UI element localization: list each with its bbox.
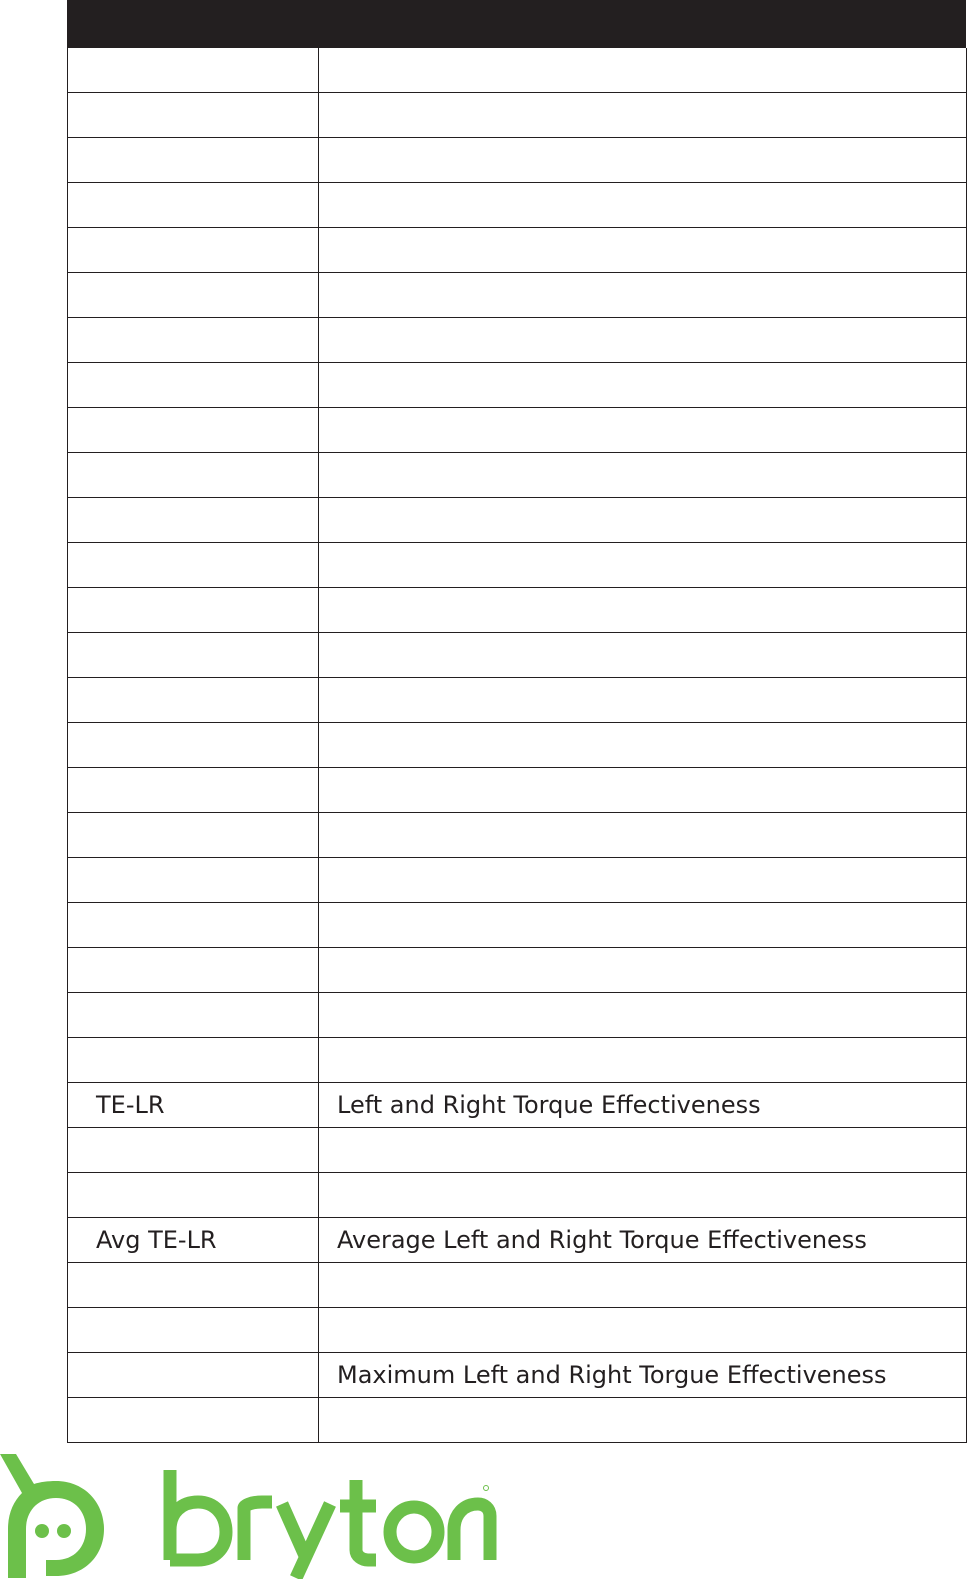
field-name-cell bbox=[68, 453, 319, 498]
table-row bbox=[68, 1128, 967, 1173]
field-description-cell bbox=[319, 183, 967, 228]
field-description-cell: Average Left and Right Torque Effectiveness bbox=[319, 1218, 967, 1263]
bryton-speech-bubble-icon bbox=[0, 1454, 104, 1578]
table-row bbox=[68, 1398, 967, 1443]
field-name-cell bbox=[68, 633, 319, 678]
table-row bbox=[68, 1173, 967, 1218]
table-row bbox=[68, 138, 967, 183]
table-row bbox=[68, 273, 967, 318]
registered-mark-icon bbox=[484, 1486, 489, 1491]
table-row bbox=[68, 498, 967, 543]
table-row bbox=[68, 408, 967, 453]
table-row bbox=[68, 858, 967, 903]
field-name-cell bbox=[68, 813, 319, 858]
bryton-wordmark bbox=[170, 1470, 490, 1578]
field-description-cell: Left and Right Torque Effectiveness bbox=[319, 1083, 967, 1128]
table-row bbox=[68, 813, 967, 858]
field-name-cell bbox=[68, 273, 319, 318]
field-name-cell bbox=[68, 1398, 319, 1443]
field-description-cell bbox=[319, 993, 967, 1038]
table-body bbox=[68, 48, 967, 1443]
field-name-cell bbox=[68, 588, 319, 633]
field-description-cell bbox=[319, 678, 967, 723]
table-row bbox=[68, 1218, 967, 1263]
field-name-cell bbox=[68, 678, 319, 723]
field-description-cell bbox=[319, 453, 967, 498]
table-row bbox=[68, 678, 967, 723]
field-description-cell: Maximum Left and Right Torgue Effectiveness bbox=[319, 1353, 967, 1398]
field-name-cell bbox=[68, 1353, 319, 1398]
table-row bbox=[68, 1353, 967, 1398]
field-name-cell bbox=[68, 138, 319, 183]
field-name-cell bbox=[68, 408, 319, 453]
field-description-cell bbox=[319, 858, 967, 903]
field-name-cell bbox=[68, 363, 319, 408]
field-name-cell bbox=[68, 1128, 319, 1173]
table-row bbox=[68, 993, 967, 1038]
field-description-cell bbox=[319, 1038, 967, 1083]
table-row bbox=[68, 768, 967, 813]
field-description-cell bbox=[319, 273, 967, 318]
field-description-cell bbox=[319, 1173, 967, 1218]
field-name-cell bbox=[68, 858, 319, 903]
field-description-cell bbox=[319, 363, 967, 408]
field-description-cell bbox=[319, 1263, 967, 1308]
field-description-cell bbox=[319, 48, 967, 93]
data-field-table bbox=[67, 0, 966, 1443]
field-name-cell bbox=[68, 318, 319, 363]
field-name-cell bbox=[68, 48, 319, 93]
field-name-cell bbox=[68, 93, 319, 138]
table-row bbox=[68, 903, 967, 948]
table-row bbox=[68, 363, 967, 408]
field-name-cell bbox=[68, 768, 319, 813]
table-row bbox=[68, 1308, 967, 1353]
field-name-cell bbox=[68, 993, 319, 1038]
field-description-cell bbox=[319, 723, 967, 768]
field-name-cell bbox=[68, 1173, 319, 1218]
table-row bbox=[68, 948, 967, 993]
field-description-cell bbox=[319, 228, 967, 273]
field-description-cell bbox=[319, 813, 967, 858]
field-name-cell: TE-LR bbox=[68, 1083, 319, 1128]
field-description-cell bbox=[319, 543, 967, 588]
table-row bbox=[68, 183, 967, 228]
data-table bbox=[67, 48, 967, 1443]
field-description-cell bbox=[319, 768, 967, 813]
table-row bbox=[68, 1038, 967, 1083]
table-row bbox=[68, 93, 967, 138]
field-description-cell bbox=[319, 1308, 967, 1353]
field-name-cell: Avg TE-LR bbox=[68, 1218, 319, 1263]
field-description-cell bbox=[319, 318, 967, 363]
field-name-cell bbox=[68, 183, 319, 228]
field-description-cell bbox=[319, 138, 967, 183]
field-description-cell bbox=[319, 633, 967, 678]
field-description-cell bbox=[319, 588, 967, 633]
table-row bbox=[68, 543, 967, 588]
field-description-cell bbox=[319, 408, 967, 453]
field-name-cell bbox=[68, 543, 319, 588]
field-description-cell bbox=[319, 948, 967, 993]
table-row bbox=[68, 48, 967, 93]
field-name-cell bbox=[68, 498, 319, 543]
field-description-cell bbox=[319, 93, 967, 138]
table-row bbox=[68, 588, 967, 633]
table-row bbox=[68, 1263, 967, 1308]
field-description-cell bbox=[319, 498, 967, 543]
table-row bbox=[68, 1083, 967, 1128]
table-row bbox=[68, 228, 967, 273]
bryton-logo bbox=[0, 1450, 500, 1579]
field-name-cell bbox=[68, 1263, 319, 1308]
table-row bbox=[68, 453, 967, 498]
table-row bbox=[68, 633, 967, 678]
field-description-cell bbox=[319, 1128, 967, 1173]
field-description-cell bbox=[319, 903, 967, 948]
field-name-cell bbox=[68, 948, 319, 993]
table-header-bar bbox=[67, 0, 966, 48]
field-name-cell bbox=[68, 1308, 319, 1353]
field-name-cell bbox=[68, 1038, 319, 1083]
field-description-cell bbox=[319, 1398, 967, 1443]
table-row bbox=[68, 723, 967, 768]
field-name-cell bbox=[68, 723, 319, 768]
field-name-cell bbox=[68, 903, 319, 948]
field-name-cell bbox=[68, 228, 319, 273]
table-row bbox=[68, 318, 967, 363]
